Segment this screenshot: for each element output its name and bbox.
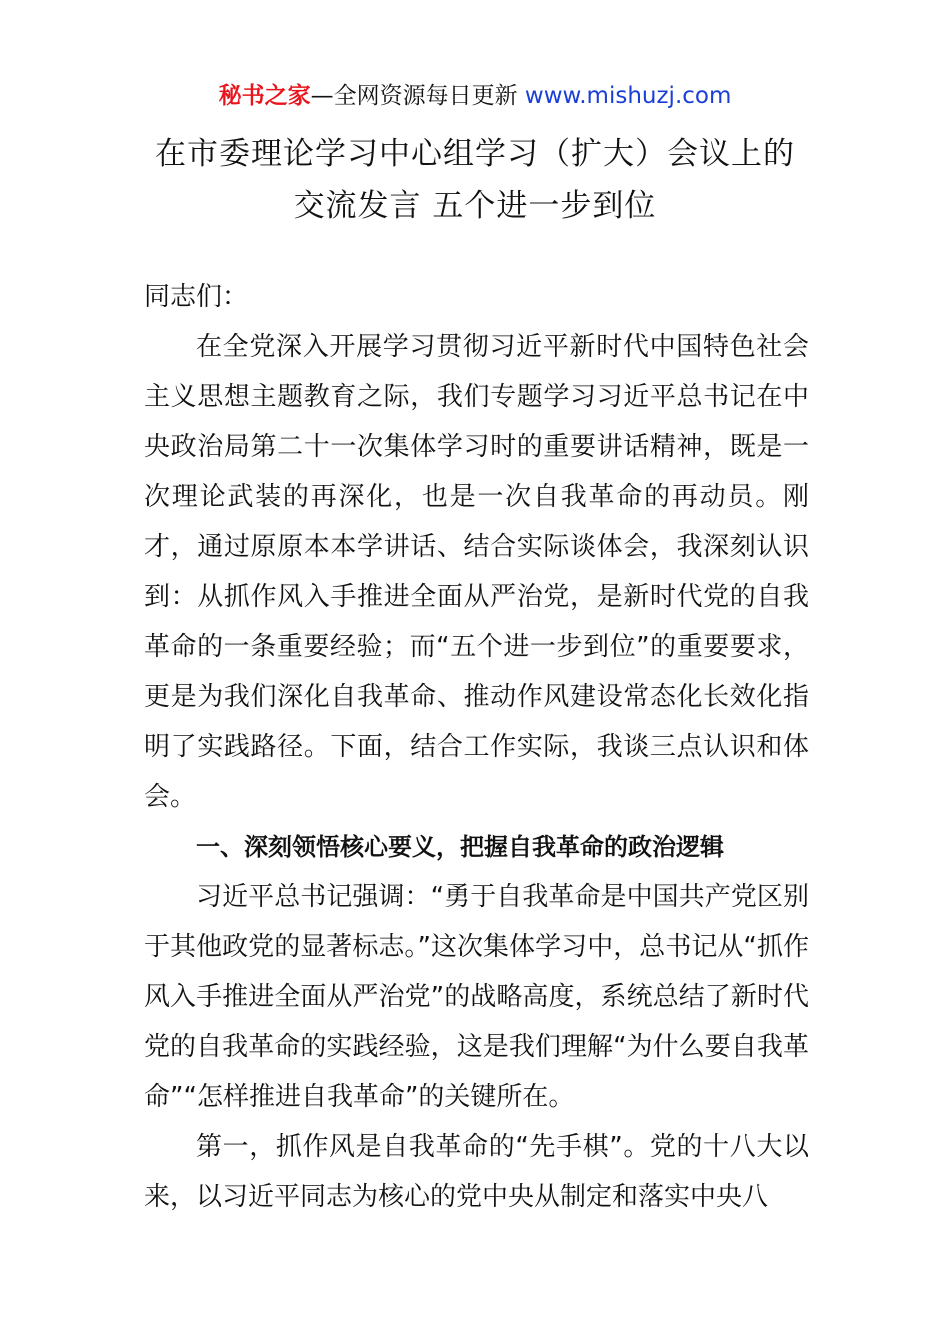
brand-name[interactable]: 秘书之家 (218, 83, 311, 109)
title-line-2: 交流发言 五个进一步到位 (293, 188, 657, 224)
document-body (144, 272, 809, 1222)
salutation: 同志们： (144, 282, 249, 312)
paragraph: 在全党深入开展学习贯彻习近平新时代中国特色社会主义思想主题教育之际，我们专题学习习近平总书记在中央政治局第二十一次集体学习时的重要讲话精神，既是一次理论武装的再深化，也是一次自我革命的再动员。刚才，通过原原本本学讲话、结合实际谈体会，我深刻认识到：从抓作风入手推进全面从严治党，是新时代党的自我革命的一条重要经验；而“五个进一步到位”的重要要求，更是为我们深化自我革命、推动作风建设常态化长效化指明了实践路径。下面，结合工作实际，我谈三点认识和体会。 (144, 332, 809, 812)
paragraph: 第一，抓作风是自我革命的“先手棋”。党的十八大以来，以习近平同志为核心的党中央从制定和落实中央八 (144, 1132, 809, 1212)
document-title (0, 128, 950, 232)
title-line-1: 在市委理论学习中心组学习（扩大）会议上的 (155, 136, 795, 172)
section-heading: 一、深刻领悟核心要义，把握自我革命的政治逻辑 (196, 833, 724, 861)
site-header (0, 80, 950, 112)
header-tagline: —全网资源每日更新 (310, 83, 525, 109)
site-url-link[interactable]: www.mishuzj.com (524, 83, 732, 109)
paragraph: 习近平总书记强调：“勇于自我革命是中国共产党区别于其他政党的显著标志。”这次集体学习中，总书记从“抓作风入手推进全面从严治党”的战略高度，系统总结了新时代党的自我革命的实践经验，这是我们理解“为什么要自我革命”“怎样推进自我革命”的关键所在。 (144, 882, 809, 1112)
